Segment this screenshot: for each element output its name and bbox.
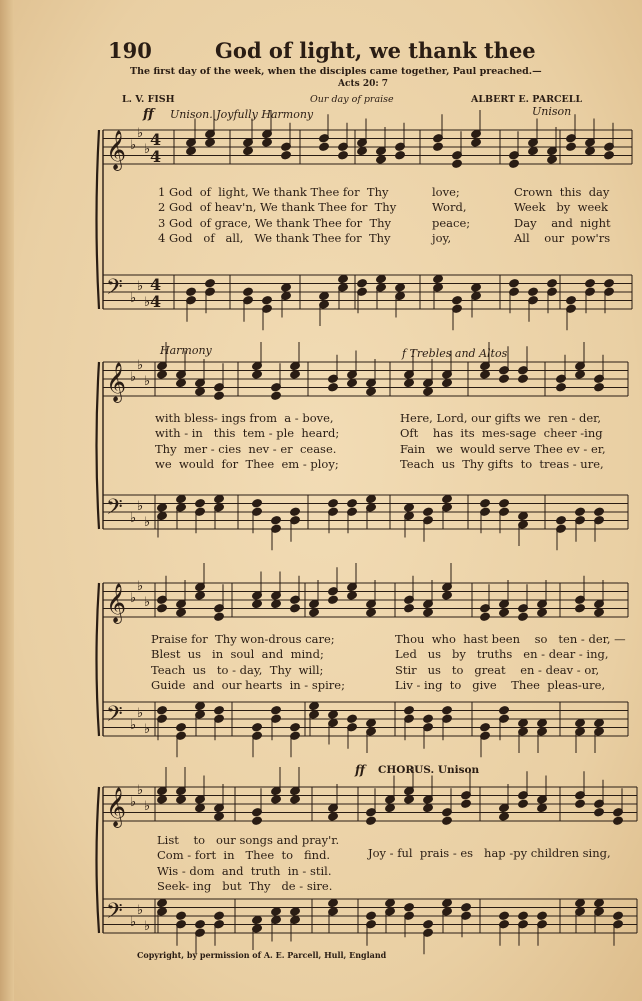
note-head <box>347 591 358 601</box>
note-head <box>157 370 168 380</box>
note-head <box>613 816 624 826</box>
flat-icon: ♭ <box>130 291 137 306</box>
brace <box>97 787 100 933</box>
note-head <box>328 898 339 908</box>
epigraph-reference: Acts 20: 7 <box>338 79 389 89</box>
composer: ALBERT E. PARCELL <box>471 94 583 105</box>
note-head <box>195 701 206 711</box>
note-head <box>518 374 529 384</box>
hymn-number: 190 <box>108 38 152 63</box>
note-head <box>461 902 472 912</box>
note-head <box>252 722 263 732</box>
note-head <box>271 907 282 917</box>
note-head <box>566 295 577 305</box>
brace <box>97 583 100 736</box>
note-head <box>252 370 263 380</box>
note-head <box>395 150 406 160</box>
verse-lyrics-1b: love; Word, peace; joy, <box>432 185 471 245</box>
note-head <box>262 138 273 148</box>
note-head <box>319 142 330 152</box>
flat-icon: ♭ <box>144 799 151 814</box>
note-head <box>604 278 615 288</box>
direction-trebles-altos: f Trebles and Altos <box>402 347 508 360</box>
dynamic-ff: ff <box>143 107 154 122</box>
flat-icon: ♭ <box>144 295 151 310</box>
note-head <box>404 603 415 613</box>
note-head <box>252 498 263 508</box>
note-head <box>290 370 301 380</box>
note-head <box>281 283 292 293</box>
note-head <box>423 803 434 813</box>
note-head <box>366 816 377 826</box>
note-head <box>271 515 282 525</box>
flat-icon: ♭ <box>130 511 137 526</box>
note-head <box>281 150 292 160</box>
flat-icon: ♭ <box>130 591 137 606</box>
note-head <box>480 370 491 380</box>
note-head <box>499 812 510 822</box>
note-head <box>366 718 377 728</box>
note-head <box>442 378 453 388</box>
note-head <box>518 511 529 521</box>
direction-unison-right: Unison <box>532 105 572 118</box>
note-head <box>243 287 254 297</box>
note-head <box>176 722 187 732</box>
note-head <box>442 898 453 908</box>
note-head <box>195 803 206 813</box>
epigraph: The first day of the week, when the disciples came together, Paul preached.— <box>130 66 542 77</box>
note-head <box>423 507 434 517</box>
note-head <box>347 498 358 508</box>
note-head <box>214 812 225 822</box>
note-head <box>461 799 472 809</box>
note-head <box>366 608 377 618</box>
flat-icon: ♭ <box>130 795 137 810</box>
flat-icon: ♭ <box>144 595 151 610</box>
note-head <box>499 911 510 921</box>
note-head <box>290 795 301 805</box>
note-head <box>575 603 586 613</box>
time-signature: 4 <box>150 147 162 166</box>
note-head <box>252 816 263 826</box>
note-head <box>423 387 434 397</box>
note-head <box>547 155 558 165</box>
flat-icon: ♭ <box>130 138 137 153</box>
flat-icon: ♭ <box>137 783 144 798</box>
note-head <box>205 278 216 288</box>
note-head <box>195 919 206 929</box>
note-head <box>328 595 339 605</box>
note-head <box>395 283 406 293</box>
note-head <box>338 150 349 160</box>
note-head <box>537 911 548 921</box>
note-head <box>385 898 396 908</box>
tune-name: Our day of praise <box>310 94 394 105</box>
chorus-lyrics: Joy - ful prais - es hap -py children sing, <box>368 846 611 860</box>
note-head <box>404 378 415 388</box>
bass-clef-icon: 𝄢 <box>106 899 123 929</box>
note-head <box>575 799 586 809</box>
note-head <box>157 705 168 715</box>
note-head <box>518 911 529 921</box>
note-head <box>575 370 586 380</box>
note-head <box>518 718 529 728</box>
note-head <box>556 382 567 392</box>
note-head <box>366 494 377 504</box>
flat-icon: ♭ <box>137 499 144 514</box>
flat-icon: ♭ <box>137 126 144 141</box>
note-head <box>452 295 463 305</box>
note-head <box>509 278 520 288</box>
note-head <box>328 812 339 822</box>
flat-icon: ♭ <box>137 279 144 294</box>
note-head <box>243 146 254 156</box>
bass-clef-icon: 𝄢 <box>106 702 123 732</box>
note-head <box>309 608 320 618</box>
flat-icon: ♭ <box>137 706 144 721</box>
note-head <box>157 603 168 613</box>
note-head <box>442 705 453 715</box>
note-head <box>214 911 225 921</box>
note-head <box>214 391 225 401</box>
note-head <box>252 599 263 609</box>
note-head <box>585 146 596 156</box>
note-head <box>442 816 453 826</box>
note-head <box>328 382 339 392</box>
note-head <box>290 722 301 732</box>
note-head <box>528 287 539 297</box>
time-signature: 4 <box>150 292 162 311</box>
treble-clef-icon: 𝄞 <box>106 787 127 827</box>
note-head <box>376 274 387 284</box>
verse-lyrics-1a: 1 God of light, We thank Thee for Thy 2 God of heav'n, We thank Thee for Thy 3 God of grace, We thank Thee for Thy 4 God of all, We thank Thee for Thy <box>158 185 397 245</box>
note-head <box>176 911 187 921</box>
copyright-footer: Copyright, by permission of A. E. Parcell, Hull, England <box>137 950 387 960</box>
note-head <box>205 138 216 148</box>
author: L. V. FISH <box>122 94 175 105</box>
note-head <box>309 701 320 711</box>
note-head <box>376 155 387 165</box>
note-head <box>214 612 225 622</box>
note-head <box>537 718 548 728</box>
direction-harmony: Harmony <box>160 344 212 357</box>
note-head <box>471 138 482 148</box>
flat-icon: ♭ <box>137 579 144 594</box>
flat-icon: ♭ <box>144 374 151 389</box>
flat-icon: ♭ <box>130 370 137 385</box>
note-head <box>214 494 225 504</box>
note-head <box>499 374 510 384</box>
bass-clef-icon: 𝄢 <box>106 495 123 525</box>
note-head <box>594 807 605 817</box>
note-head <box>290 507 301 517</box>
note-head <box>442 494 453 504</box>
note-head <box>433 142 444 152</box>
brace <box>97 130 100 309</box>
note-head <box>157 898 168 908</box>
verse-lyrics-2b: Here, Lord, our gifts we ren - der, Oft has its mes-sage cheer -ing Fain we would serve Thee ev - er, Teach us Thy gifts to treas - ure, <box>400 411 606 471</box>
note-head <box>471 283 482 293</box>
note-head <box>357 146 368 156</box>
note-head <box>328 498 339 508</box>
note-head <box>518 612 529 622</box>
note-head <box>347 714 358 724</box>
note-head <box>195 387 206 397</box>
time-signature: 4 <box>150 130 162 149</box>
note-head <box>547 278 558 288</box>
note-head <box>594 382 605 392</box>
note-head <box>499 608 510 618</box>
note-head <box>575 898 586 908</box>
verse-lyrics-4a: List to our songs and pray'r. Com - fort in Thee to find. Wis - dom and truth in - stil. Seek- ing but Thy de - sire. <box>157 833 340 893</box>
treble-clef-icon: 𝄞 <box>106 362 127 402</box>
note-head <box>509 159 520 169</box>
note-head <box>186 146 197 156</box>
note-head <box>480 498 491 508</box>
note-head <box>252 915 263 925</box>
note-head <box>290 907 301 917</box>
brace <box>97 362 100 529</box>
verse-lyrics-2a: with bless- ings from a - bove, with - in this tem - ple heard; Thy mer - cies nev - er cease. we would for Thee em - ploy; <box>155 411 340 471</box>
flat-icon: ♭ <box>144 142 151 157</box>
note-head <box>604 150 615 160</box>
flat-icon: ♭ <box>144 722 151 737</box>
note-head <box>404 503 415 513</box>
dynamic-ff-chorus: ff <box>355 763 365 777</box>
note-head <box>319 291 330 301</box>
note-head <box>556 515 567 525</box>
note-head <box>452 159 463 169</box>
direction-unison-harmony: Unison. Joyfully Harmony <box>170 108 314 121</box>
note-head <box>186 287 197 297</box>
note-head <box>480 722 491 732</box>
flat-icon: ♭ <box>144 515 151 530</box>
note-head <box>594 507 605 517</box>
note-head <box>176 795 187 805</box>
note-head <box>442 591 453 601</box>
note-head <box>613 911 624 921</box>
time-signature: 4 <box>150 275 162 294</box>
note-head <box>328 710 339 720</box>
direction-chorus-unison: CHORUS. Unison <box>378 764 480 776</box>
note-head <box>575 507 586 517</box>
note-head <box>423 714 434 724</box>
note-head <box>566 142 577 152</box>
note-head <box>433 274 444 284</box>
treble-clef-icon: 𝄞 <box>106 130 127 170</box>
note-head <box>575 718 586 728</box>
note-head <box>271 705 282 715</box>
flat-icon: ♭ <box>130 915 137 930</box>
note-head <box>157 795 168 805</box>
note-head <box>366 911 377 921</box>
verse-lyrics-3a: Praise for Thy won-drous care; Blest us in soul and mind; Teach us to - day, Thy will; Guide and our hearts in - spire; <box>151 632 345 692</box>
note-head <box>157 503 168 513</box>
note-head <box>499 705 510 715</box>
note-head <box>271 795 282 805</box>
note-head <box>262 295 273 305</box>
note-head <box>423 919 434 929</box>
verse-lyrics-1c: Crown this day Week by week Day and night All our pow'rs <box>514 185 611 245</box>
note-head <box>176 378 187 388</box>
hymn-title: God of light, we thank thee <box>215 38 536 63</box>
note-head <box>347 378 358 388</box>
note-head <box>499 498 510 508</box>
verse-lyrics-3b: Thou who hast been so ten - der, — Led us by truths en - dear - ing, Stir us to great en - deav - or, Liv - ing to give Thee pleas-ure, <box>395 632 626 692</box>
flat-icon: ♭ <box>137 903 144 918</box>
note-head <box>404 902 415 912</box>
note-head <box>528 146 539 156</box>
bass-clef-icon: 𝄢 <box>106 275 123 305</box>
note-head <box>404 795 415 805</box>
note-head <box>537 803 548 813</box>
note-head <box>518 799 529 809</box>
note-head <box>290 603 301 613</box>
note-head <box>594 608 605 618</box>
note-head <box>176 608 187 618</box>
flat-icon: ♭ <box>137 358 144 373</box>
note-head <box>357 278 368 288</box>
note-head <box>423 608 434 618</box>
note-head <box>195 591 206 601</box>
treble-clef-icon: 𝄞 <box>106 583 127 623</box>
note-head <box>385 803 396 813</box>
note-head <box>585 278 596 288</box>
note-head <box>366 387 377 397</box>
note-head <box>214 705 225 715</box>
note-head <box>594 718 605 728</box>
flat-icon: ♭ <box>144 919 151 934</box>
note-head <box>594 898 605 908</box>
note-head <box>537 608 548 618</box>
flat-icon: ♭ <box>130 718 137 733</box>
note-head <box>480 612 491 622</box>
note-head <box>338 274 349 284</box>
note-head <box>176 494 187 504</box>
note-head <box>404 705 415 715</box>
note-head <box>271 599 282 609</box>
note-head <box>195 498 206 508</box>
note-head <box>271 391 282 401</box>
